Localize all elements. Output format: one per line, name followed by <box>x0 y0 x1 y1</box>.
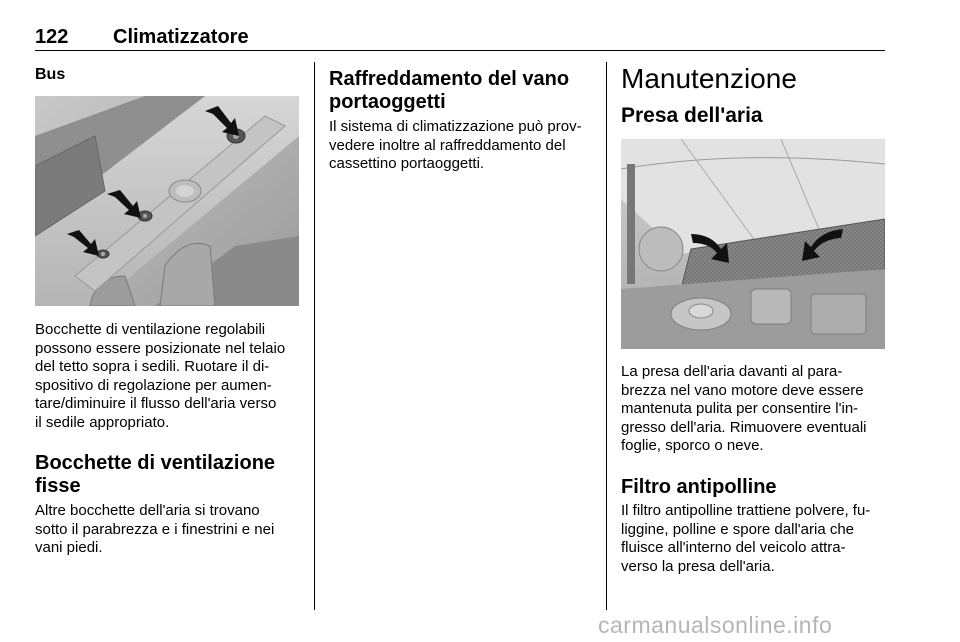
text-line: Il filtro antipolline trattiene polvere, fu- <box>621 502 871 519</box>
text-line: Altre bocchette dell'aria si trovano <box>35 502 260 519</box>
column-divider-2 <box>606 62 607 610</box>
roof-vents-figure <box>35 96 299 306</box>
section-label-bus: Bus <box>35 66 66 83</box>
text-line: vani piedi. <box>35 539 103 556</box>
text-line: cassettino portaoggetti. <box>329 155 485 172</box>
heading-pollen-filter: Filtro antipolline <box>621 476 777 498</box>
air-intake-figure <box>621 139 885 349</box>
text-line: mantenuta pulita per consentire l'in- <box>621 400 859 417</box>
page-number: 122 <box>35 26 69 48</box>
text-line: possono essere posizionate nel telaio <box>35 339 286 357</box>
subsection-title-air-intake: Presa dell'aria <box>621 104 763 127</box>
text-line: liggine, polline e spore dall'aria che <box>621 520 855 538</box>
page-header <box>35 26 885 51</box>
watermark: carmanualsonline.info <box>598 612 833 638</box>
air-intake-illustration <box>621 139 885 349</box>
header-rule <box>35 50 885 51</box>
column-divider-1 <box>314 62 315 610</box>
text-line: del tetto sopra i sedili. Ruotare il di- <box>35 358 270 375</box>
pollen-filter-paragraph <box>621 502 889 576</box>
caption-paragraph <box>35 321 303 432</box>
text-line: spositivo di regolazione per aumen- <box>35 376 272 394</box>
heading-line: Bocchette di ventilazione <box>35 452 276 474</box>
glovebox-paragraph <box>329 118 599 174</box>
heading-fixed-vents <box>35 452 305 498</box>
text-line: verso la presa dell'aria. <box>621 557 775 575</box>
section-title-maintenance: Manutenzione <box>621 63 797 94</box>
heading-line: fisse <box>35 475 81 497</box>
text-line: fluisce all'interno del veicolo attra- <box>621 539 846 556</box>
text-line: brezza nel vano motore deve essere <box>621 381 864 399</box>
text-line: tare/diminuire il flusso dell'aria verso <box>35 395 277 412</box>
fixed-vents-paragraph <box>35 502 303 558</box>
text-line: Il sistema di climatizzazione può prov- <box>329 118 582 135</box>
text-line: Bocchette di ventilazione regolabili <box>35 321 266 338</box>
text-line: vedere inoltre al raffreddamento del <box>329 136 566 154</box>
heading-glovebox-cooling <box>329 68 599 114</box>
air-intake-paragraph <box>621 363 889 456</box>
heading-line: portaoggetti <box>329 91 446 113</box>
text-line: foglie, sporco o neve. <box>621 437 764 454</box>
heading-line: Raffreddamento del vano <box>329 68 570 90</box>
roof-vents-illustration <box>35 96 299 306</box>
text-line: sotto il parabrezza e i finestrini e nei <box>35 520 275 538</box>
text-line: il sedile appropriato. <box>35 413 170 431</box>
text-line: gresso dell'aria. Rimuovere eventuali <box>621 418 867 436</box>
chapter-title: Climatizzatore <box>113 26 249 48</box>
text-line: La presa dell'aria davanti al para- <box>621 363 843 380</box>
